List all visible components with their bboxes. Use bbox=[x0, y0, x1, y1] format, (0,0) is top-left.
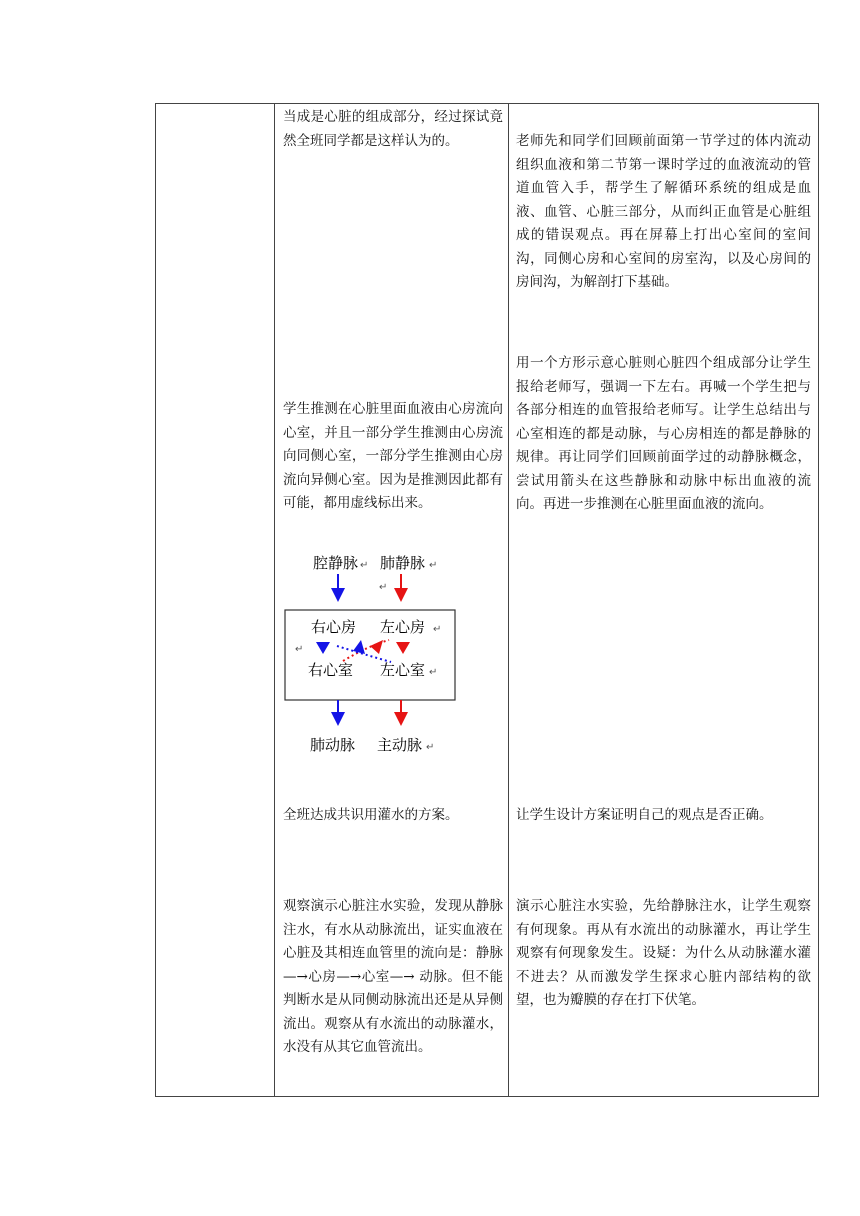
heart-flow-diagram bbox=[283, 548, 463, 758]
teacher-text-1: 老师先和同学们回顾前面第一节学过的体内流动组织血液和第二节第一课时学过的血液流动的管道血管入手，帮学生了解循环系统的组成是血液、血管、心脏三部分，从而纠正血管是心脏组成的错误观点。再在屏幕上打出心室间的室间沟，同侧心房和心室间的房室沟，以及心房间的房间沟，为解剖打下基础。 bbox=[516, 133, 811, 290]
dashed-flow-right-to-left bbox=[337, 646, 391, 662]
teacher-text-3: 让学生设计方案证明自己的观点是否正确。 bbox=[516, 807, 773, 823]
cross-arrow-blue-icon bbox=[353, 640, 365, 654]
return-mark: ↵ bbox=[429, 560, 438, 571]
left-ventricle-label: 左心室 bbox=[380, 661, 426, 679]
left-atrium-to-ventricle-arrow-icon bbox=[396, 642, 410, 654]
return-mark: ↵ bbox=[426, 742, 435, 753]
return-mark: ↵ bbox=[379, 582, 388, 593]
pulmonary-vein-arrow-icon bbox=[394, 588, 408, 602]
aorta-arrow-icon bbox=[394, 712, 408, 726]
teacher-text-2: 用一个方形示意心脏则心脏四个组成部分让学生报给老师写，强调一下左右。再喊一个学生把与各部分相连的血管报给老师写。让学生总结出与心室相连的都是动脉，与心房相连的都是静脉的规律。再让同学们回顾前面学过的动静脉概念，尝试用箭头在这些静脉和动脉中标出血液的流向。再进一步推测在心脏里面血液的流向。 bbox=[516, 355, 811, 512]
pulmonary-artery-label: 肺动脉 bbox=[310, 736, 356, 754]
return-mark: ↵ bbox=[360, 560, 369, 571]
vena-cava-label: 腔静脉 bbox=[313, 554, 359, 572]
column-divider-2 bbox=[508, 104, 509, 1096]
right-atrium-label: 右心房 bbox=[311, 618, 357, 636]
return-mark: ↵ bbox=[433, 624, 442, 635]
cross-arrow-red-icon bbox=[370, 640, 383, 654]
right-atrium-to-ventricle-arrow-icon bbox=[316, 642, 330, 654]
teacher-text-4: 演示心脏注水实验，先给静脉注水，让学生观察有何现象。再从有水流出的动脉灌水，再让学生观察有何现象发生。设疑：为什么从动脉灌水灌不进去？从而激发学生探求心脏内部结构的欲望，也为瓣膜的存在打下伏笔。 bbox=[516, 898, 811, 1008]
student-text-1: 当成是心脏的组成部分，经过探试竟然全班同学都是这样认为的。 bbox=[283, 109, 503, 149]
return-mark: ↵ bbox=[429, 667, 438, 678]
dashed-flow-left-to-right bbox=[343, 640, 389, 661]
vena-cava-arrow-icon bbox=[331, 588, 345, 602]
return-mark: ↵ bbox=[295, 644, 304, 655]
student-text-4: 观察演示心脏注水实验，发现从静脉注水，有水从动脉流出，证实血液在心脏及其相连血管里的流向是：静脉—→心房—→心室—→ 动脉。但不能判断水是从同侧动脉流出还是从异侧流出。观察从有水流出的动脉灌水，水没有从其它血管流出。 bbox=[283, 898, 503, 1055]
pulmonary-artery-arrow-icon bbox=[331, 712, 345, 726]
column-divider-1 bbox=[274, 104, 275, 1096]
right-ventricle-label: 右心室 bbox=[308, 661, 354, 679]
aorta-label: 主动脉 bbox=[377, 736, 423, 754]
student-text-3: 全班达成共识用灌水的方案。 bbox=[283, 807, 459, 823]
pulmonary-vein-label: 肺静脉 bbox=[380, 554, 426, 572]
student-text-2: 学生推测在心脏里面血液由心房流向心室，并且一部分学生推测由心房流向同侧心室，一部分学生推测由心房流向异侧心室。因为是推测因此都有可能，都用虚线标出来。 bbox=[283, 401, 503, 511]
left-atrium-label: 左心房 bbox=[380, 618, 426, 636]
